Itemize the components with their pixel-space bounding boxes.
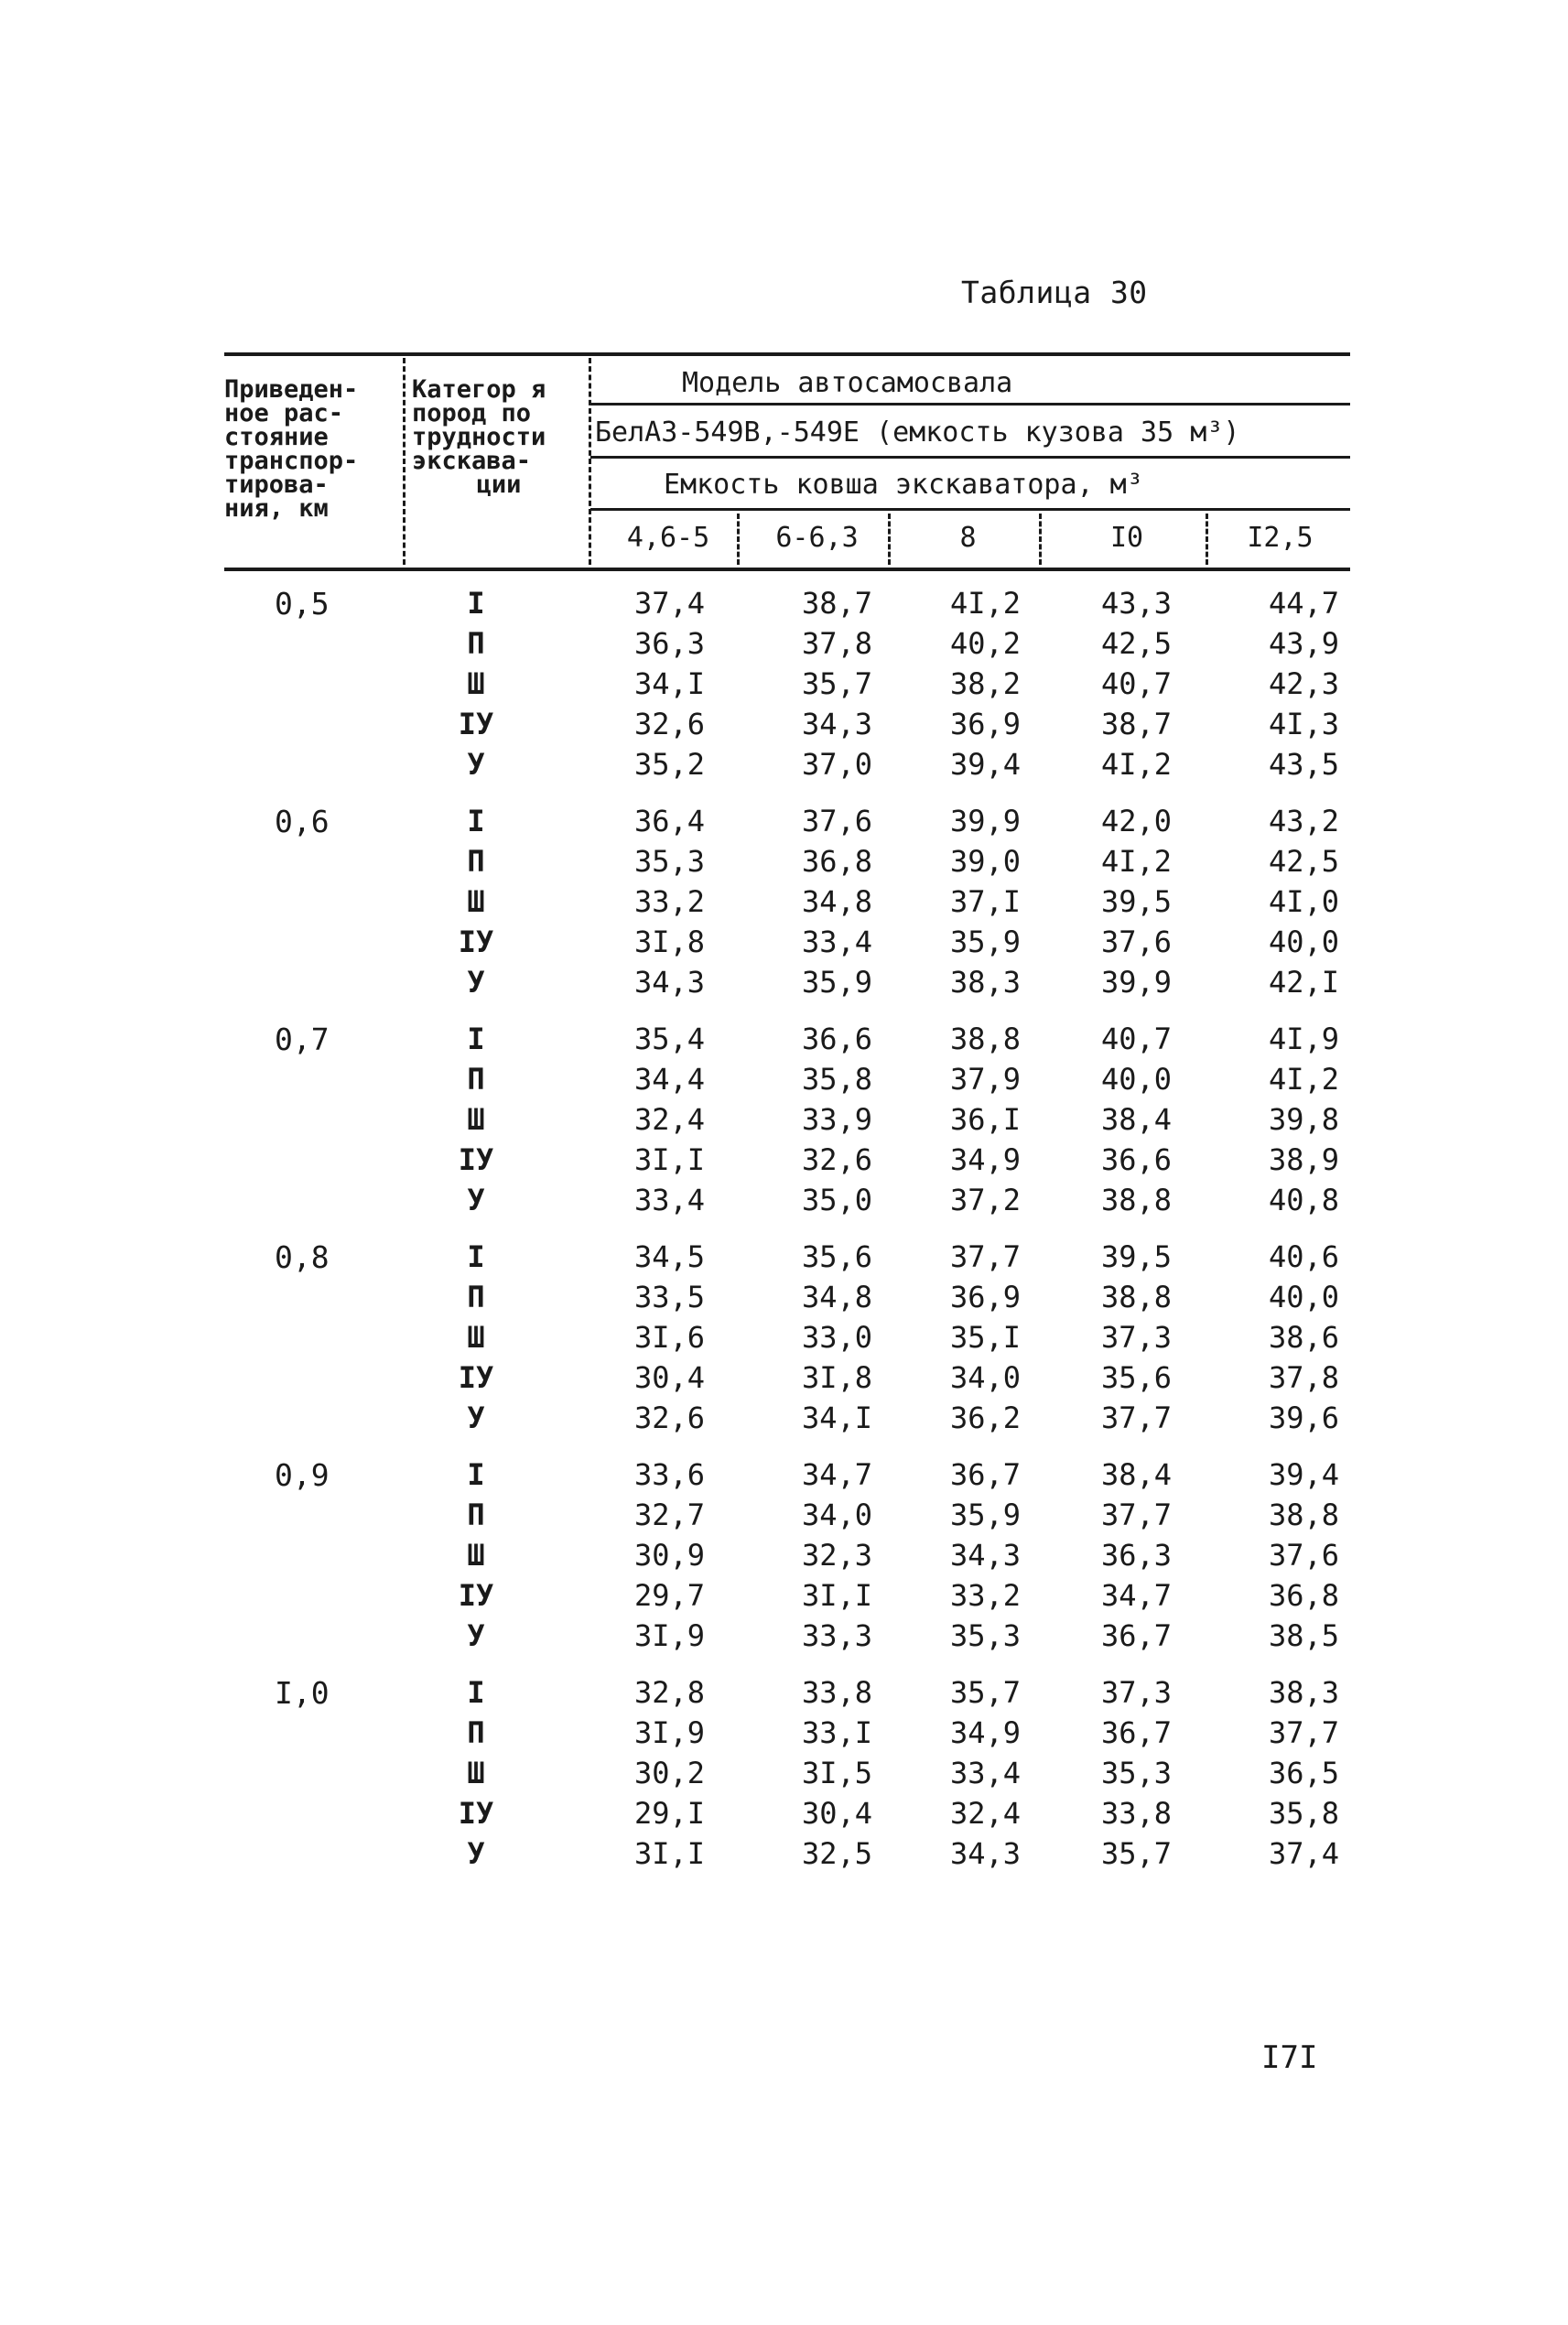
- value-cell: 38,7: [1100, 707, 1172, 741]
- value-cell: 34,5: [633, 1239, 705, 1274]
- table-row: [224, 666, 1350, 707]
- value-cell: 38,8: [1268, 1498, 1339, 1532]
- header-distance-line: Приведен-: [224, 375, 359, 404]
- value-cell: 37,6: [801, 804, 872, 838]
- header-distance: [224, 375, 398, 523]
- value-cell: 36,3: [633, 626, 705, 661]
- value-cell: 34,3: [949, 1836, 1021, 1871]
- value-cell: 38,3: [949, 965, 1021, 1000]
- value-cell: 39,0: [949, 844, 1021, 879]
- value-cell: 39,4: [949, 747, 1021, 782]
- header-top-rule: [224, 352, 1350, 356]
- value-cell: 43,2: [1268, 804, 1339, 838]
- table-row: [224, 884, 1350, 925]
- value-cell: 36,8: [1268, 1578, 1339, 1613]
- value-cell: 35,7: [1100, 1836, 1172, 1871]
- distance-group: [224, 1239, 1350, 1457]
- value-cell: 39,4: [1268, 1457, 1339, 1492]
- value-cell: 3I,8: [633, 925, 705, 959]
- header-rule-truck: [590, 456, 1350, 459]
- category-cell: Ш: [467, 1756, 485, 1790]
- value-cell: 33,6: [633, 1457, 705, 1492]
- header-distance-line: стояние: [224, 423, 329, 451]
- value-cell: 35,6: [801, 1239, 872, 1274]
- value-cell: 34,7: [1100, 1578, 1172, 1613]
- table-row: [224, 1360, 1350, 1400]
- value-cell: 3I,6: [633, 1320, 705, 1355]
- distance-value: 0,7: [275, 1022, 330, 1057]
- value-cell: 33,2: [633, 884, 705, 919]
- value-cell: 36,4: [633, 804, 705, 838]
- table-row: [224, 707, 1350, 747]
- value-cell: 38,3: [1268, 1675, 1339, 1710]
- header-category-line: экскава-: [412, 447, 532, 475]
- value-cell: 35,I: [949, 1320, 1021, 1355]
- value-cell: 35,2: [633, 747, 705, 782]
- value-cell: 34,3: [801, 707, 872, 741]
- value-cell: 37,7: [1100, 1498, 1172, 1532]
- value-cell: 37,3: [1100, 1320, 1172, 1355]
- value-cell: 33,4: [949, 1756, 1021, 1790]
- value-cell: 32,6: [633, 707, 705, 741]
- value-cell: 38,6: [1268, 1320, 1339, 1355]
- value-cell: 36,7: [949, 1457, 1021, 1492]
- value-cell: 42,5: [1268, 844, 1339, 879]
- value-cell: 34,8: [801, 1280, 872, 1314]
- value-cell: 37,4: [633, 586, 705, 621]
- value-cell: 37,7: [949, 1239, 1021, 1274]
- header-distance-line: ное рас-: [224, 399, 344, 427]
- value-cell: 30,4: [633, 1360, 705, 1395]
- header-rule-model: [590, 403, 1350, 406]
- table-row: [224, 747, 1350, 787]
- table-row: [224, 1578, 1350, 1618]
- value-cell: 35,7: [801, 666, 872, 701]
- value-cell: 4I,9: [1268, 1022, 1339, 1056]
- value-cell: 3I,I: [801, 1578, 872, 1613]
- value-cell: 36,8: [801, 844, 872, 879]
- header-col-separator: [589, 358, 591, 565]
- distance-value: 0,9: [275, 1457, 330, 1493]
- value-cell: 32,4: [949, 1796, 1021, 1831]
- value-cell: 33,3: [801, 1618, 872, 1653]
- value-cell: 39,6: [1268, 1400, 1339, 1435]
- value-cell: 36,6: [801, 1022, 872, 1056]
- category-cell: IУ: [458, 1796, 494, 1831]
- value-cell: 32,8: [633, 1675, 705, 1710]
- value-cell: 37,3: [1100, 1675, 1172, 1710]
- value-cell: 40,0: [1268, 1280, 1339, 1314]
- value-cell: 29,I: [633, 1796, 705, 1831]
- value-cell: 39,8: [1268, 1102, 1339, 1137]
- page-number: I7I: [1261, 2039, 1318, 2076]
- category-cell: П: [467, 626, 485, 661]
- category-cell: П: [467, 1715, 485, 1750]
- table-row: [224, 1675, 1350, 1715]
- value-cell: 36,3: [1100, 1538, 1172, 1573]
- value-cell: 33,2: [949, 1578, 1021, 1613]
- table-row: [224, 1538, 1350, 1578]
- value-cell: 36,7: [1100, 1715, 1172, 1750]
- value-cell: 39,5: [1100, 884, 1172, 919]
- value-cell: 33,I: [801, 1715, 872, 1750]
- table-row: [224, 1400, 1350, 1441]
- value-cell: 33,4: [801, 925, 872, 959]
- ladle-size: 6-6,3: [775, 522, 859, 554]
- value-cell: 32,7: [633, 1498, 705, 1532]
- value-cell: 3I,I: [633, 1836, 705, 1871]
- value-cell: 43,3: [1100, 586, 1172, 621]
- value-cell: 37,0: [801, 747, 872, 782]
- header-rule-ladle: [590, 508, 1350, 511]
- category-cell: I: [467, 1457, 485, 1492]
- category-cell: I: [467, 1022, 485, 1056]
- value-cell: 37,2: [949, 1183, 1021, 1217]
- category-cell: П: [467, 1280, 485, 1314]
- header-bottom-rule: [224, 568, 1350, 571]
- table-row: [224, 1457, 1350, 1498]
- value-cell: 3I,9: [633, 1618, 705, 1653]
- value-cell: 36,6: [1100, 1142, 1172, 1177]
- table-row: [224, 965, 1350, 1005]
- header-category-line: ции: [476, 470, 522, 499]
- value-cell: 34,9: [949, 1715, 1021, 1750]
- table-row: [224, 925, 1350, 965]
- value-cell: 33,8: [1100, 1796, 1172, 1831]
- distance-value: I,0: [275, 1675, 330, 1711]
- value-cell: 42,0: [1100, 804, 1172, 838]
- header-category: [412, 375, 586, 499]
- category-cell: IУ: [458, 1142, 494, 1177]
- table-row: [224, 1280, 1350, 1320]
- value-cell: 34,9: [949, 1142, 1021, 1177]
- category-cell: I: [467, 804, 485, 838]
- value-cell: 37,4: [1268, 1836, 1339, 1871]
- header-ladle-label: Емкость ковша экскаватора, м³: [664, 469, 1143, 501]
- ladle-size: I0: [1109, 522, 1144, 554]
- value-cell: 38,5: [1268, 1618, 1339, 1653]
- value-cell: 38,4: [1100, 1102, 1172, 1137]
- distance-group: [224, 586, 1350, 804]
- value-cell: 34,0: [801, 1498, 872, 1532]
- distance-group: [224, 1457, 1350, 1675]
- value-cell: 33,0: [801, 1320, 872, 1355]
- value-cell: 38,8: [1100, 1280, 1172, 1314]
- category-cell: П: [467, 1062, 485, 1097]
- table-body: [224, 586, 1350, 1893]
- category-cell: I: [467, 586, 485, 621]
- value-cell: 38,7: [801, 586, 872, 621]
- value-cell: 4I,0: [1268, 884, 1339, 919]
- table-row: [224, 1618, 1350, 1659]
- value-cell: 38,9: [1268, 1142, 1339, 1177]
- table-row: [224, 1498, 1350, 1538]
- category-cell: I: [467, 1675, 485, 1710]
- value-cell: 34,7: [801, 1457, 872, 1492]
- value-cell: 37,8: [1268, 1360, 1339, 1395]
- value-cell: 40,7: [1100, 1022, 1172, 1056]
- value-cell: 36,9: [949, 1280, 1021, 1314]
- value-cell: 4I,3: [1268, 707, 1339, 741]
- value-cell: 37,6: [1268, 1538, 1339, 1573]
- table-row: [224, 1062, 1350, 1102]
- value-cell: 4I,2: [1100, 844, 1172, 879]
- value-cell: 35,4: [633, 1022, 705, 1056]
- table-row: [224, 844, 1350, 884]
- value-cell: 37,8: [801, 626, 872, 661]
- value-cell: 34,I: [801, 1400, 872, 1435]
- value-cell: 39,5: [1100, 1239, 1172, 1274]
- ladle-size: 4,6-5: [626, 522, 710, 554]
- value-cell: 37,I: [949, 884, 1021, 919]
- value-cell: 35,3: [633, 844, 705, 879]
- table-row: [224, 586, 1350, 626]
- value-cell: 34,0: [949, 1360, 1021, 1395]
- table-header: [224, 352, 1350, 577]
- header-ladle-sizes: [595, 522, 1350, 558]
- category-cell: IУ: [458, 1578, 494, 1613]
- value-cell: 4I,2: [949, 586, 1021, 621]
- value-cell: 33,9: [801, 1102, 872, 1137]
- value-cell: 35,3: [1100, 1756, 1172, 1790]
- category-cell: Ш: [467, 666, 485, 701]
- value-cell: 37,6: [1100, 925, 1172, 959]
- value-cell: 38,8: [1100, 1183, 1172, 1217]
- value-cell: 33,8: [801, 1675, 872, 1710]
- ladle-size: I2,5: [1247, 522, 1314, 554]
- distance-group: [224, 1022, 1350, 1239]
- category-cell: I: [467, 1239, 485, 1274]
- value-cell: 3I,9: [633, 1715, 705, 1750]
- value-cell: 34,3: [633, 965, 705, 1000]
- distance-group: [224, 804, 1350, 1022]
- header-category-line: пород по: [412, 399, 532, 427]
- header-distance-line: тирова-: [224, 470, 329, 499]
- ladle-size: 8: [959, 522, 977, 554]
- value-cell: 36,2: [949, 1400, 1021, 1435]
- value-cell: 32,6: [801, 1142, 872, 1177]
- table-row: [224, 1102, 1350, 1142]
- table-row: [224, 1756, 1350, 1796]
- value-cell: 34,3: [949, 1538, 1021, 1573]
- value-cell: 32,6: [633, 1400, 705, 1435]
- value-cell: 37,7: [1268, 1715, 1339, 1750]
- value-cell: 38,2: [949, 666, 1021, 701]
- header-truck-model: БелАЗ-549В,-549Е (емкость кузова 35 м³): [595, 416, 1240, 449]
- category-cell: У: [467, 1618, 485, 1653]
- value-cell: 33,5: [633, 1280, 705, 1314]
- value-cell: 35,3: [949, 1618, 1021, 1653]
- value-cell: 34,I: [633, 666, 705, 701]
- value-cell: 35,8: [801, 1062, 872, 1097]
- table-row: [224, 1022, 1350, 1062]
- category-cell: IУ: [458, 707, 494, 741]
- table-row: [224, 1239, 1350, 1280]
- value-cell: 40,0: [1268, 925, 1339, 959]
- value-cell: 44,7: [1268, 586, 1339, 621]
- value-cell: 42,3: [1268, 666, 1339, 701]
- value-cell: 3I,8: [801, 1360, 872, 1395]
- value-cell: 40,0: [1100, 1062, 1172, 1097]
- value-cell: 3I,5: [801, 1756, 872, 1790]
- table-row: [224, 1715, 1350, 1756]
- value-cell: 35,6: [1100, 1360, 1172, 1395]
- value-cell: 4I,2: [1100, 747, 1172, 782]
- table-row: [224, 626, 1350, 666]
- header-col-separator: [403, 358, 406, 565]
- category-cell: П: [467, 1498, 485, 1532]
- table-row: [224, 804, 1350, 844]
- value-cell: 30,4: [801, 1796, 872, 1831]
- value-cell: 39,9: [949, 804, 1021, 838]
- category-cell: Ш: [467, 1102, 485, 1137]
- value-cell: 35,9: [949, 925, 1021, 959]
- distance-value: 0,5: [275, 586, 330, 622]
- value-cell: 36,5: [1268, 1756, 1339, 1790]
- value-cell: 39,9: [1100, 965, 1172, 1000]
- value-cell: 40,2: [949, 626, 1021, 661]
- category-cell: Ш: [467, 884, 485, 919]
- value-cell: 42,I: [1268, 965, 1339, 1000]
- value-cell: 40,6: [1268, 1239, 1339, 1274]
- value-cell: 34,4: [633, 1062, 705, 1097]
- table-row: [224, 1183, 1350, 1223]
- value-cell: 37,7: [1100, 1400, 1172, 1435]
- value-cell: 29,7: [633, 1578, 705, 1613]
- category-cell: IУ: [458, 925, 494, 959]
- value-cell: 35,9: [949, 1498, 1021, 1532]
- header-category-line: трудности: [412, 423, 546, 451]
- value-cell: 30,2: [633, 1756, 705, 1790]
- value-cell: 30,9: [633, 1538, 705, 1573]
- value-cell: 43,5: [1268, 747, 1339, 782]
- table-row: [224, 1320, 1350, 1360]
- table-row: [224, 1836, 1350, 1876]
- category-cell: У: [467, 1400, 485, 1435]
- value-cell: 35,7: [949, 1675, 1021, 1710]
- header-model-label: Модель автосамосвала: [682, 367, 1013, 399]
- table-caption: Таблица 30: [961, 275, 1148, 310]
- category-cell: IУ: [458, 1360, 494, 1395]
- value-cell: 42,5: [1100, 626, 1172, 661]
- value-cell: 32,4: [633, 1102, 705, 1137]
- value-cell: 36,9: [949, 707, 1021, 741]
- distance-group: [224, 1675, 1350, 1893]
- category-cell: У: [467, 1183, 485, 1217]
- value-cell: 32,3: [801, 1538, 872, 1573]
- header-distance-line: ния, км: [224, 494, 329, 523]
- value-cell: 33,4: [633, 1183, 705, 1217]
- value-cell: 38,8: [949, 1022, 1021, 1056]
- value-cell: 35,0: [801, 1183, 872, 1217]
- distance-value: 0,6: [275, 804, 330, 839]
- table-row: [224, 1142, 1350, 1183]
- value-cell: 40,8: [1268, 1183, 1339, 1217]
- value-cell: 38,4: [1100, 1457, 1172, 1492]
- category-cell: П: [467, 844, 485, 879]
- value-cell: 35,8: [1268, 1796, 1339, 1831]
- value-cell: 34,8: [801, 884, 872, 919]
- value-cell: 32,5: [801, 1836, 872, 1871]
- category-cell: У: [467, 965, 485, 1000]
- value-cell: 36,7: [1100, 1618, 1172, 1653]
- value-cell: 3I,I: [633, 1142, 705, 1177]
- value-cell: 36,I: [949, 1102, 1021, 1137]
- table-row: [224, 1796, 1350, 1836]
- category-cell: У: [467, 1836, 485, 1871]
- category-cell: У: [467, 747, 485, 782]
- value-cell: 40,7: [1100, 666, 1172, 701]
- category-cell: Ш: [467, 1538, 485, 1573]
- distance-value: 0,8: [275, 1239, 330, 1275]
- header-distance-line: транспор-: [224, 447, 359, 475]
- value-cell: 35,9: [801, 965, 872, 1000]
- value-cell: 37,9: [949, 1062, 1021, 1097]
- value-cell: 43,9: [1268, 626, 1339, 661]
- value-cell: 4I,2: [1268, 1062, 1339, 1097]
- category-cell: Ш: [467, 1320, 485, 1355]
- header-category-line: Категор я: [412, 375, 546, 404]
